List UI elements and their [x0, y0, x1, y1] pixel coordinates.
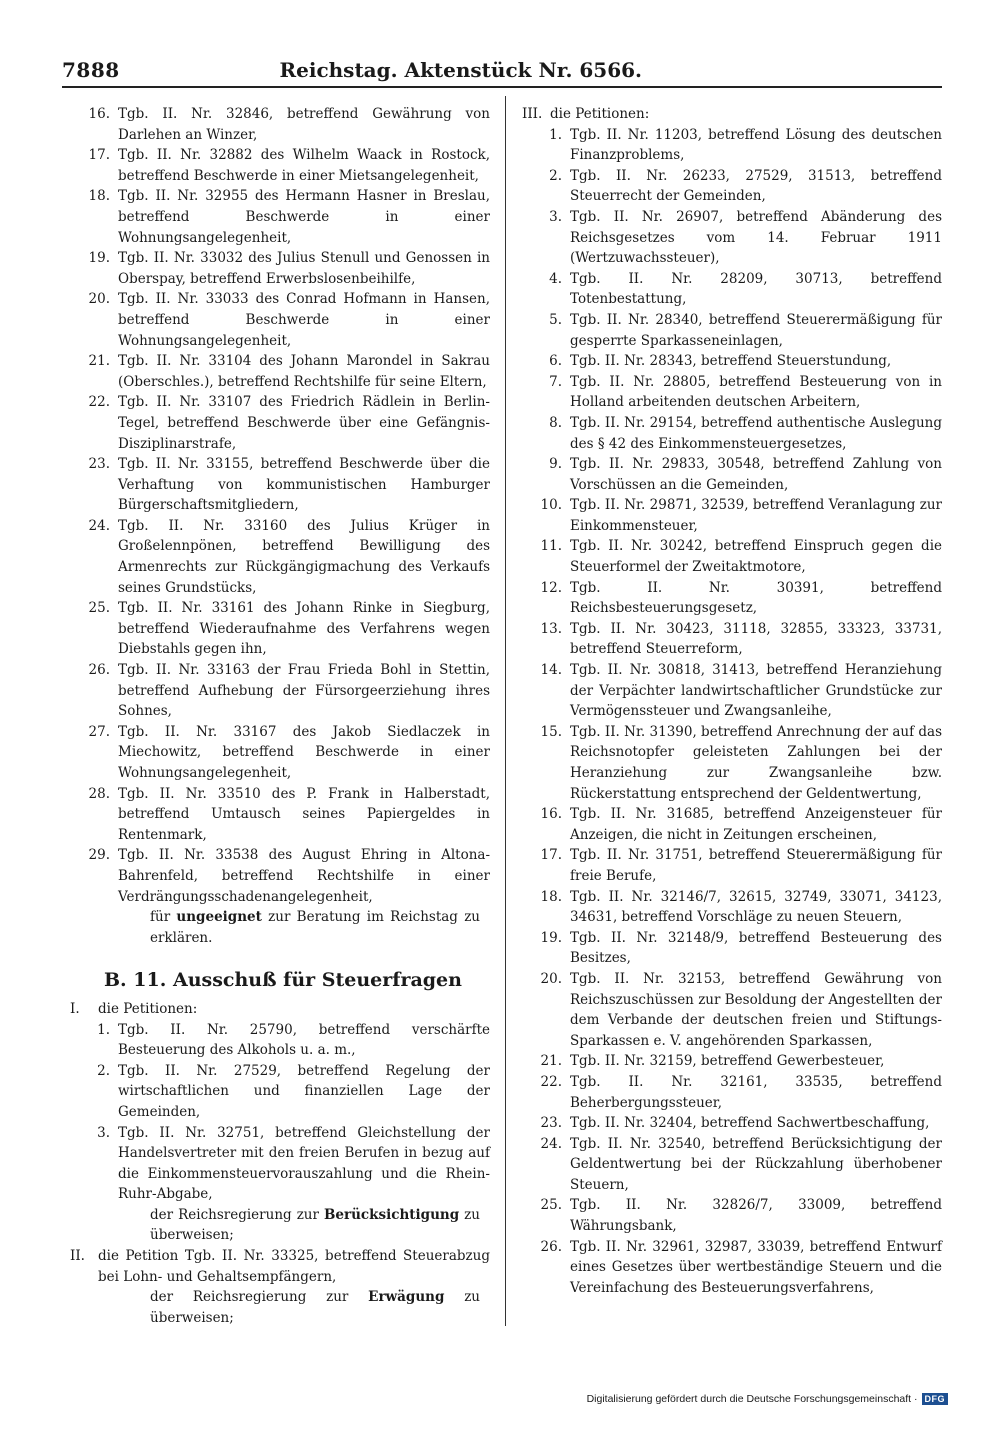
list-item: [70, 516, 490, 598]
left-item-list: [70, 104, 490, 907]
item-text: Tgb. II. Nr. 27529, betreffend Regelung der wirtschaftlichen und finanziellen Lage der Gemeinden,: [118, 1062, 490, 1120]
list-item: [522, 536, 942, 577]
list-item: [522, 619, 942, 660]
item-text: Tgb. II. Nr. 30818, 31413, betreffend Heranziehung der Verpächter landwirtschaftlicher Grundstücke zur Vermögenssteuer und Zwangsanleihe,: [570, 662, 942, 720]
list-item: [522, 804, 942, 845]
list-item: [70, 145, 490, 186]
list-item: [70, 722, 490, 784]
item-text: Tgb. II. Nr. 33104 des Johann Marondel in Sakrau (Oberschles.), betreffend Rechtshilfe für seine Eltern,: [118, 353, 490, 390]
item-number: 19.: [88, 250, 110, 267]
list-item: [522, 722, 942, 804]
roman-text: die Petition Tgb. II. Nr. 33325, betreffend Steuerabzug bei Lohn- und Gehaltsempfängern,: [98, 1248, 490, 1285]
item-text: Tgb. II. Nr. 33163 der Frau Frieda Bohl in Stettin, betreffend Aufhebung der Fürsorgeerziehung ihres Sohnes,: [118, 662, 490, 720]
item-number: 18.: [88, 188, 110, 205]
item-text: Tgb. II. Nr. 33032 des Julius Stenull und Genossen in Oberspay, betreffend Erwerbslosenbeihilfe,: [118, 250, 490, 287]
decision-deliberation: [70, 1287, 490, 1328]
list-item: [522, 207, 942, 269]
item-number: 9.: [549, 456, 562, 473]
roman-text: die Petitionen:: [550, 106, 650, 122]
item-text: Tgb. II. Nr. 32148/9, betreffend Besteuerung des Besitzes,: [570, 929, 942, 967]
decision-keyword: Berücksichtigung: [324, 1206, 460, 1223]
roman-number: II.: [70, 1248, 85, 1265]
item-text: Tgb. II. Nr. 28805, betreffend Besteuerung von in Holland arbeitenden deutschen Arbeitern,: [570, 373, 942, 411]
item-number: 25.: [540, 1197, 562, 1214]
column-divider: [505, 96, 506, 1326]
item-text: Tgb. II. Nr. 26233, 27529, 31513, betreffend Steuerrecht der Gemeinden,: [570, 167, 942, 205]
item-number: 25.: [88, 600, 110, 617]
item-number: 20.: [540, 970, 562, 987]
list-item: [522, 1113, 942, 1134]
list-item: [522, 310, 942, 351]
item-number: 16.: [88, 106, 110, 122]
item-text: Tgb. II. Nr. 33155, betreffend Beschwerde über die Verhaftung von kommunistischen Hamburger Bürgerschaftsmitgliedern,: [118, 456, 490, 514]
list-item: [522, 1072, 942, 1113]
item-text: Tgb. II. Nr. 33538 des August Ehring in Altona-Bahrenfeld, betreffend Rechtshilfe in einer Verdrängungsschadenangelegenheit,: [118, 847, 490, 905]
list-item: [522, 413, 942, 454]
list-item: [522, 495, 942, 536]
list-item: [70, 845, 490, 907]
item-number: 17.: [88, 147, 110, 164]
decision-text: zur Beratung im Reichstag zu erklären.: [150, 909, 480, 946]
item-text: Tgb. II. Nr. 33167 des Jakob Siedlaczek in Miechowitz, betreffend Beschwerde in einer Wohnungsangelegenheit,: [118, 723, 490, 781]
list-item: [70, 1123, 490, 1205]
item-number: 22.: [540, 1073, 562, 1090]
item-number: 21.: [540, 1053, 562, 1070]
dfg-logo: DFG: [922, 1393, 949, 1405]
section-heading: B. 11. Ausschuß für Steuerfragen: [104, 969, 462, 992]
item-text: Tgb. II. Nr. 33510 des P. Frank in Halberstadt, betreffend Umtausch seines Papiergeldes in Rentenmark,: [118, 785, 490, 843]
running-title: Reichstag. Aktenstück Nr. 6566.: [279, 58, 642, 82]
item-number: 1.: [97, 1021, 110, 1038]
decision-text: zu überweisen;: [150, 1289, 481, 1326]
item-number: 3.: [549, 208, 562, 225]
item-text: Tgb. II. Nr. 32146/7, 32615, 32749, 33071, 34123, 34631, betreffend Vorschläge zu neuen Steuern,: [570, 888, 942, 926]
item-text: Tgb. II. Nr. 30391, betreffend Reichsbesteuerungsgesetz,: [570, 579, 942, 617]
item-number: 12.: [540, 579, 562, 596]
left-item-list-b: [70, 1020, 490, 1205]
item-text: Tgb. II. Nr. 32826/7, 33009, betreffend Währungsbank,: [570, 1197, 942, 1235]
item-text: Tgb. II. Nr. 32540, betreffend Berücksichtigung der Geldentwertung bei der Rückzahlung überhobener Steuern,: [570, 1135, 942, 1193]
page-header: [62, 58, 942, 88]
roman-number: III.: [522, 106, 543, 122]
page-number: 7888: [62, 58, 120, 82]
decision-text: zu überweisen;: [150, 1206, 480, 1244]
decision-text: der Reichsregierung zur: [150, 1289, 369, 1306]
list-item: [70, 454, 490, 516]
left-column: [70, 104, 490, 1328]
item-text: Tgb. II. Nr. 32159, betreffend Gewerbesteuer,: [570, 1053, 885, 1070]
item-text: Tgb. II. Nr. 29871, 32539, betreffend Veranlagung zur Einkommensteuer,: [570, 497, 942, 534]
list-item: [522, 372, 942, 413]
item-text: Tgb. II. Nr. 33161 des Johann Rinke in Siegburg, betreffend Wiederaufnahme des Verfahrens wegen Diebstahls gegen ihn,: [118, 600, 490, 658]
item-number: 18.: [540, 888, 562, 905]
roman-text: die Petitionen:: [98, 1000, 198, 1017]
list-item: [522, 969, 942, 1051]
decision-keyword: Erwägung: [368, 1289, 445, 1306]
item-number: 4.: [549, 270, 562, 287]
item-number: 3.: [97, 1124, 110, 1141]
item-number: 26.: [88, 662, 110, 679]
list-item: [70, 1020, 490, 1061]
footer-text: Digitalisierung gefördert durch die Deutsche Forschungsgemeinschaft ·: [586, 1393, 918, 1405]
item-number: 26.: [540, 1238, 562, 1255]
item-number: 22.: [88, 394, 110, 411]
item-text: Tgb. II. Nr. 26907, betreffend Abänderung des Reichsgesetzes vom 14. Februar 1911 (Wertzuwachssteuer),: [570, 208, 942, 267]
item-text: Tgb. II. Nr. 32955 des Hermann Hasner in Breslau, betreffend Beschwerde in einer Wohnungsangelegenheit,: [118, 188, 490, 246]
list-item: [522, 1195, 942, 1236]
item-text: Tgb. II. Nr. 28209, 30713, betreffend Totenbestattung,: [570, 270, 942, 308]
list-item: [70, 248, 490, 289]
item-text: Tgb. II. Nr. 30242, betreffend Einspruch gegen die Steuerformel der Zweitaktmotore,: [570, 538, 942, 576]
item-text: Tgb. II. Nr. 29154, betreffend authentische Auslegung des § 42 des Einkommensteuergesetzes,: [570, 414, 942, 452]
item-text: Tgb. II. Nr. 33107 des Friedrich Rädlein in Berlin-Tegel, betreffend Beschwerde über eine Gefängnis-Disziplinarstrafe,: [118, 394, 490, 452]
roman-entry-ii: [70, 1246, 490, 1287]
list-item: [522, 928, 942, 969]
item-text: Tgb. II. Nr. 33160 des Julius Krüger in Großelennpönen, betreffend Bewilligung des Armenrechts zur Rückgängigmachung des Verkaufs seines Grundstücks,: [118, 517, 490, 596]
item-text: Tgb. II. Nr. 32153, betreffend Gewährung von Reichszuschüssen zur Besoldung der Angestellten der dem Verbande der deutschen freien und Stiftungs-Sparkassen e. V. angehörenden Sparkassen,: [570, 970, 942, 1049]
item-text: Tgb. II. Nr. 32161, 33535, betreffend Beherbergungssteuer,: [570, 1073, 942, 1111]
item-number: 23.: [540, 1115, 562, 1132]
item-text: Tgb. II. Nr. 28343, betreffend Steuerstundung,: [570, 353, 892, 370]
item-text: Tgb. II. Nr. 32404, betreffend Sachwertbeschaffung,: [570, 1115, 930, 1132]
list-item: [70, 660, 490, 722]
decision-text: der Reichsregierung zur: [150, 1206, 324, 1223]
roman-entry-i: [70, 999, 490, 1020]
item-text: Tgb. II. Nr. 32882 des Wilhelm Waack in Rostock, betreffend Beschwerde in einer Mietsangelegenheit,: [118, 147, 490, 184]
decision-text: für: [150, 909, 177, 926]
item-number: 11.: [540, 538, 562, 555]
list-item: [522, 166, 942, 207]
footer-credit: [587, 1393, 948, 1405]
list-item: [522, 351, 942, 372]
list-item: [522, 1134, 942, 1196]
item-number: 19.: [540, 929, 562, 946]
list-item: [522, 1051, 942, 1072]
item-text: Tgb. II. Nr. 28340, betreffend Steuerermäßigung für gesperrte Sparkasseneinlagen,: [570, 311, 942, 349]
item-number: 28.: [88, 785, 110, 802]
item-text: Tgb. II. Nr. 25790, betreffend verschärfte Besteuerung des Alkohols u. a. m.,: [118, 1021, 490, 1059]
item-text: Tgb. II. Nr. 30423, 31118, 32855, 33323, 33731, betreffend Steuerreform,: [570, 620, 942, 658]
list-item: [70, 186, 490, 248]
item-number: 29.: [88, 847, 110, 864]
list-item: [70, 351, 490, 392]
item-number: 10.: [540, 497, 562, 514]
list-item: [70, 784, 490, 846]
item-number: 15.: [540, 723, 562, 740]
header-rule: [62, 86, 942, 88]
item-number: 1.: [549, 126, 562, 143]
list-item: [522, 660, 942, 722]
roman-number: I.: [70, 1000, 80, 1017]
item-text: Tgb. II. Nr. 31685, betreffend Anzeigensteuer für Anzeigen, die nicht in Zeitungen erscheinen,: [570, 806, 942, 843]
roman-entry-iii: [522, 104, 942, 125]
item-number: 16.: [540, 806, 562, 823]
item-number: 13.: [540, 620, 562, 637]
item-number: 2.: [97, 1062, 110, 1079]
decision-keyword: ungeeignet: [176, 909, 262, 926]
list-item: [522, 1237, 942, 1299]
list-item: [522, 454, 942, 495]
list-item: [70, 104, 490, 145]
item-number: 6.: [549, 353, 562, 370]
list-item: [522, 887, 942, 928]
item-text: Tgb. II. Nr. 29833, 30548, betreffend Zahlung von Vorschüssen an die Gemeinden,: [570, 456, 942, 493]
item-number: 24.: [88, 517, 110, 534]
right-column: [522, 104, 942, 1298]
item-text: Tgb. II. Nr. 32961, 32987, 33039, betreffend Entwurf eines Gesetzes über wertbeständige Steuern und die Vereinfachung des Besteuerungsverfahrens,: [570, 1238, 942, 1296]
item-text: Tgb. II. Nr. 32751, betreffend Gleichstellung der Handelsvertreter mit den freien Berufen in bezug auf die Einkommensteuervorauszahlung und die Rhein-Ruhr-Abgabe,: [118, 1124, 490, 1203]
item-number: 23.: [88, 456, 110, 473]
decision-unsuitable: [70, 907, 490, 948]
item-number: 21.: [88, 353, 110, 370]
list-item: [522, 269, 942, 310]
list-item: [70, 1061, 490, 1123]
item-text: Tgb. II. Nr. 31390, betreffend Anrechnung der auf das Reichsnotopfer geleisteten Zahlungen bei der Heranziehung zur Zwangsanleihe bzw. Rückerstattung entsprechend der Geldentwertung,: [570, 723, 942, 802]
item-number: 5.: [549, 311, 562, 328]
item-number: 27.: [88, 723, 110, 740]
list-item: [70, 289, 490, 351]
item-number: 24.: [540, 1135, 562, 1152]
list-item: [70, 598, 490, 660]
right-item-list: [522, 125, 942, 1299]
item-number: 17.: [540, 847, 562, 864]
list-item: [522, 125, 942, 166]
list-item: [522, 578, 942, 619]
item-text: Tgb. II. Nr. 32846, betreffend Gewährung von Darlehen an Winzer,: [118, 106, 490, 143]
item-number: 20.: [88, 291, 110, 308]
item-text: Tgb. II. Nr. 33033 des Conrad Hofmann in Hansen, betreffend Beschwerde in einer Wohnungsangelegenheit,: [118, 291, 490, 349]
item-number: 14.: [540, 662, 562, 679]
item-number: 8.: [549, 414, 562, 431]
list-item: [70, 392, 490, 454]
item-text: Tgb. II. Nr. 31751, betreffend Steuerermäßigung für freie Berufe,: [570, 847, 942, 884]
decision-consideration: [70, 1205, 490, 1246]
item-number: 7.: [549, 373, 562, 390]
item-text: Tgb. II. Nr. 11203, betreffend Lösung des deutschen Finanzproblems,: [570, 126, 942, 164]
list-item: [522, 845, 942, 886]
item-number: 2.: [549, 167, 562, 184]
